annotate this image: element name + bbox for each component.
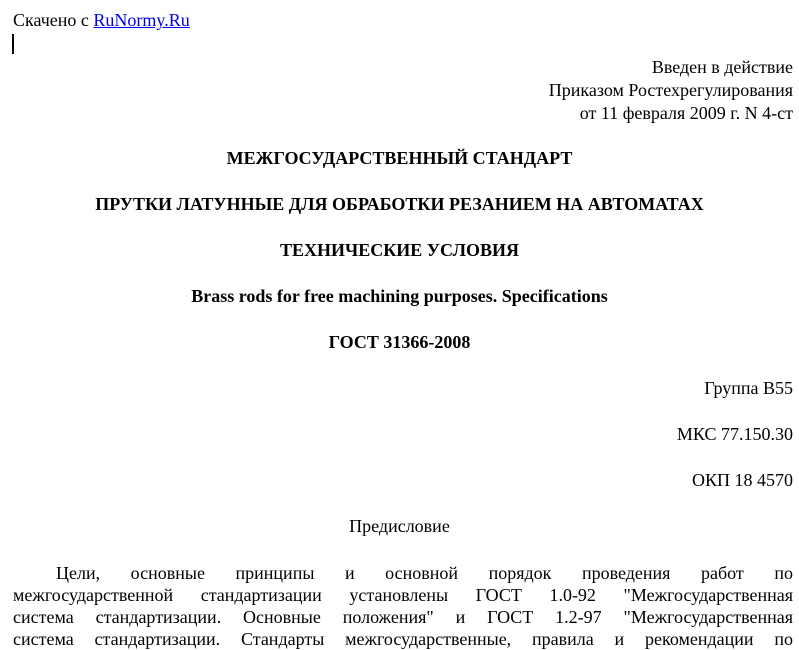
text-cursor	[12, 34, 14, 54]
enactment-line-1: Введен в действие	[651, 57, 793, 77]
foreword-line-2: межгосударственной стандартизации установлены ГОСТ 1.0-92 "Межгосударственная	[13, 585, 793, 605]
foreword-line-4: система стандартизации. Стандарты межгосударственные, правила и рекомендации по	[13, 629, 793, 649]
source-prefix: Скачено с	[13, 10, 94, 30]
foreword-line-3: система стандартизации. Основные положения" и ГОСТ 1.2-97 "Межгосударственная	[13, 607, 793, 627]
english-title: Brass rods for free machining purposes. Specifications	[191, 286, 608, 306]
standard-subtitle: ТЕХНИЧЕСКИЕ УСЛОВИЯ	[280, 240, 519, 260]
foreword-line-1: Цели, основные принципы и основной порядок проведения работ по	[56, 563, 793, 583]
standard-code: ГОСТ 31366-2008	[328, 332, 471, 352]
classification-group: Группа В55	[704, 378, 793, 398]
classification-mks: МКС 77.150.30	[676, 424, 793, 444]
foreword-heading: Предисловие	[349, 516, 450, 536]
source-line	[13, 9, 190, 31]
standard-category: МЕЖГОСУДАРСТВЕННЫЙ СТАНДАРТ	[226, 148, 573, 168]
enactment-line-3: от 11 февраля 2009 г. N 4-ст	[579, 103, 793, 123]
source-link[interactable]: RuNormy.Ru	[93, 10, 190, 30]
classification-okp: ОКП 18 4570	[691, 470, 793, 490]
foreword-paragraph	[13, 562, 793, 650]
enactment-line-2: Приказом Ростехрегулирования	[548, 80, 793, 100]
standard-title: ПРУТКИ ЛАТУННЫЕ ДЛЯ ОБРАБОТКИ РЕЗАНИЕМ НА АВТОМАТАХ	[95, 194, 704, 214]
